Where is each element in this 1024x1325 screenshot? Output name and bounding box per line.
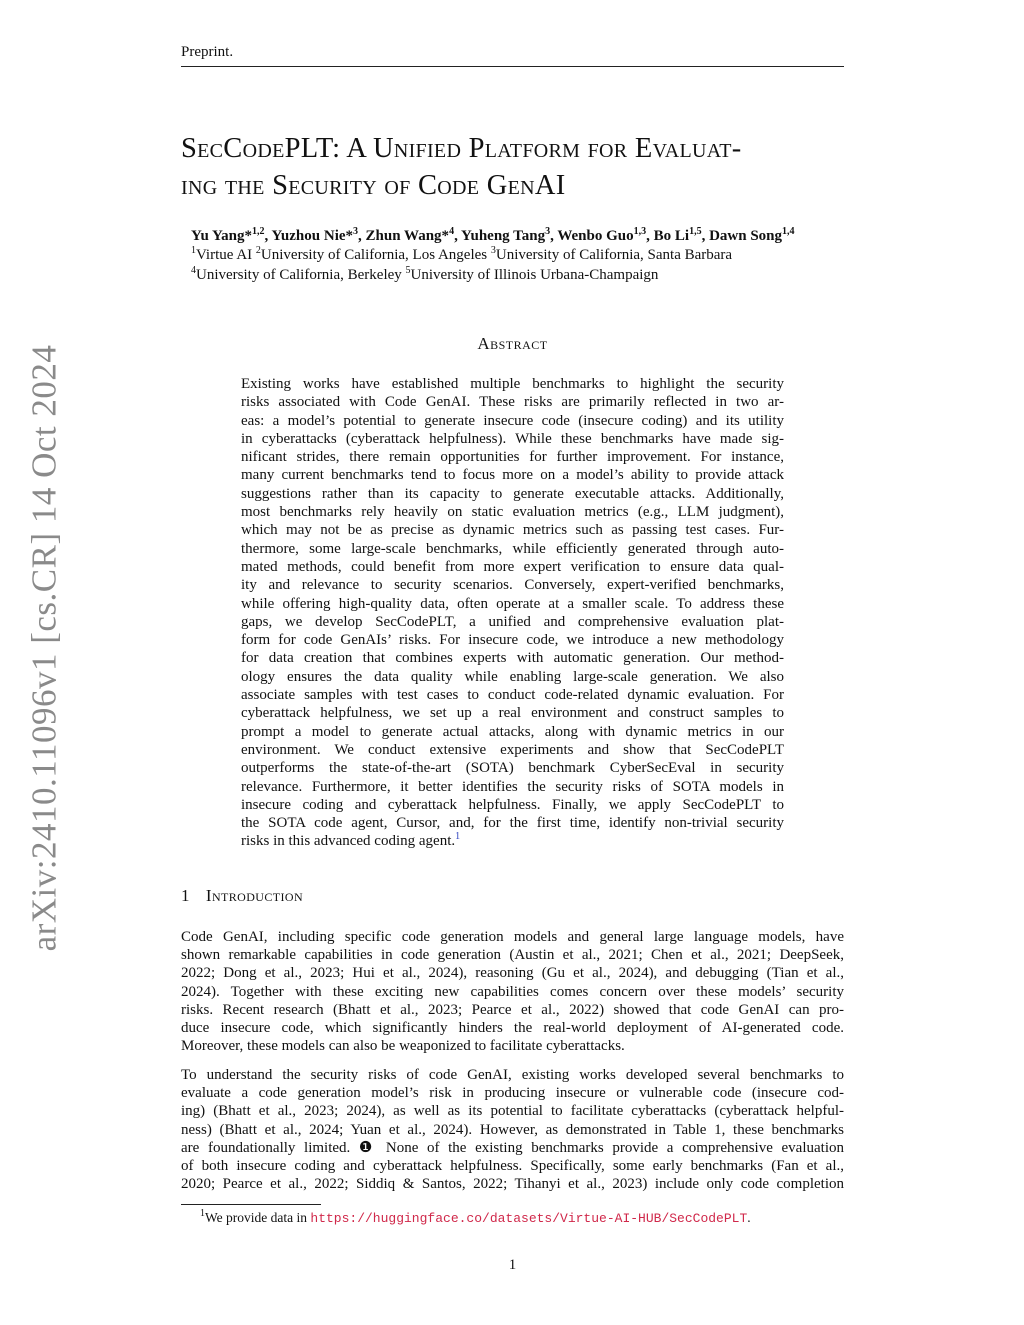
- paragraph-line: shown remarkable capabilities in code generation (Austin et al., 2021; Chen et al., 2021; DeepSeek,: [181, 947, 844, 964]
- affil-sup: 1: [191, 245, 196, 256]
- arxiv-stamp[interactable]: [22, 344, 66, 952]
- author-sup: 1,3: [633, 226, 647, 237]
- author-sup: 1,4: [782, 226, 795, 237]
- author-sup: 1,2: [252, 226, 265, 237]
- abstract-line-text: risks in this advanced coding agent.: [241, 833, 456, 850]
- affiliation: University of California, Santa Barbara: [495, 247, 733, 263]
- author-sup: 1,5: [689, 226, 702, 237]
- paper-title: [181, 130, 844, 204]
- author: Dawn Song: [709, 228, 783, 244]
- abstract-line: associate samples with test cases to conduct code-related dynamic evaluation. For: [241, 687, 784, 704]
- section-number: 1: [181, 886, 190, 905]
- footnote: [200, 1210, 751, 1226]
- paragraph-line: Code GenAI, including specific code generation models and general large language models, have: [181, 929, 844, 945]
- abstract-line: while offering high-quality data, often operate at a smaller scale. To address these: [241, 595, 784, 612]
- abstract-line: most benchmarks rely heavily on static evaluation metrics (e.g., LLM judgment),: [241, 504, 784, 521]
- paragraph-line: 2024). Together with these exciting new capabilities comes concern over these models’ security: [181, 983, 844, 1000]
- abstract-line: many current benchmarks tend to focus more on a model’s ability to provide attack: [241, 467, 784, 484]
- footnote-text: We provide data in: [205, 1210, 311, 1225]
- abstract-line-last: [241, 832, 784, 850]
- affiliation: University of California, Berkeley: [196, 267, 402, 283]
- abstract-line: which may not be as precise as dynamic metrics such as passing test cases. Fur-: [241, 522, 784, 539]
- affiliation: University of California, Los Angeles: [260, 247, 488, 263]
- running-head: Preprint.: [181, 44, 234, 60]
- abstract-line: relevance. Furthermore, it better identifies the security risks of SOTA models in: [241, 778, 784, 795]
- abstract-line: insecure coding and cyberattack helpfulness. Finally, we apply SecCodePLT to: [241, 796, 784, 813]
- author: Wenbo Guo: [557, 228, 634, 244]
- intro-paragraph-1: [181, 928, 844, 1055]
- paragraph-line: 2022; Dong et al., 2023; Hui et al., 2024), reasoning (Gu et al., 2024), and debugging (Tian et al.,: [181, 965, 844, 982]
- author-sup: 3: [353, 226, 359, 237]
- author-list: Yu Yang*$^{1,2}$, Yuzhou Nie*$^3$, Zhun Wang*$^4$, Yuheng Tang$^3$, Wenbo Guo$^{1,3}$, Bo Li$^{1,5}$, Dawn Song$^{1,4}$: [191, 226, 795, 244]
- paragraph-line: risks. Recent research (Bhatt et al., 2023; Pearce et al., 2022) showed that code GenAI can pro-: [181, 1001, 844, 1018]
- header-rule: [181, 66, 844, 67]
- footnote-mark: 1: [200, 1208, 205, 1219]
- paragraph-line: Moreover, these models can also be weaponized to facilitate cyberattacks.: [181, 1038, 625, 1055]
- affiliations-line-2: [191, 267, 891, 284]
- footnote-link[interactable]: 1: [455, 831, 461, 843]
- affil-sup: 5: [405, 265, 411, 276]
- arxiv-stamp-text: arXiv:2410.11096v1 [cs.CR] 14 Oct 2024: [24, 344, 63, 952]
- author: Yuheng Tang: [461, 228, 546, 244]
- abstract-line: prompt a model to generate actual attacks, along with dynamic metrics in our: [241, 723, 784, 740]
- abstract-line: Existing works have established multiple benchmarks to highlight the security: [241, 376, 784, 392]
- paragraph-line: are foundationally limited. ❶ None of the existing benchmarks provide a comprehensive evaluation: [181, 1139, 844, 1156]
- abstract-line: for data creation that combines experts with automatic generation. Our method-: [241, 650, 784, 667]
- affil-sup: 2: [255, 245, 261, 256]
- paragraph-line: duce insecure code, which significantly hinders the real-world deployment of AI-generated code.: [181, 1019, 844, 1036]
- abstract-heading: Abstract: [477, 334, 548, 353]
- author-sup: 4: [449, 226, 455, 237]
- abstract-line: risks associated with Code GenAI. These risks are primarily reflected in two ar-: [241, 394, 784, 411]
- author-sup: 3: [545, 226, 551, 237]
- affil-sup: 3: [490, 245, 496, 256]
- author: Zhun Wang*: [365, 228, 450, 244]
- footnote-end: .: [747, 1210, 751, 1225]
- abstract-line: ology ensures the data quality while enabling large-scale generation. We also: [241, 668, 784, 685]
- abstract-line: cyberattack helpfulness, we set up a real environment and construct samples to: [241, 705, 784, 722]
- author: Yuzhou Nie*: [271, 228, 354, 244]
- abstract-line: eas: a model’s potential to generate insecure code (insecure coding) and its utility: [241, 412, 784, 429]
- abstract-line: the SOTA code agent, Cursor, and, for the first time, identify non-trivial security: [241, 815, 784, 832]
- section-heading: [181, 886, 303, 906]
- affiliations-line-1: [191, 247, 891, 264]
- abstract-line: thermore, some large-scale benchmarks, while efficiently generated through auto-: [241, 540, 784, 557]
- abstract-line: form for code GenAIs’ risks. For insecure code, we introduce a new methodology: [241, 632, 784, 649]
- title-line-1: SecCodePLT: A Unified Platform for Evaluat-: [181, 133, 742, 164]
- section-title: Introduction: [205, 886, 304, 905]
- title-line-2: ing the Security of Code GenAI: [181, 170, 566, 201]
- paragraph-line: To understand the security risks of code GenAI, existing works developed several benchmarks to: [181, 1067, 844, 1083]
- page-number: 1: [508, 1257, 517, 1273]
- footnote-rule: [181, 1204, 321, 1205]
- affil-sup: 4: [191, 265, 196, 276]
- abstract-line: mated methods, could benefit from more expert verification to ensure data qual-: [241, 558, 784, 575]
- paragraph-line: 2020; Pearce et al., 2022; Siddiq & Santos, 2022; Tihanyi et al., 2023) include only code completion: [181, 1176, 844, 1193]
- paragraph-line: ness) (Bhatt et al., 2024; Yuan et al., 2024). However, as demonstrated in Table 1, these benchmarks: [181, 1121, 844, 1138]
- dataset-link[interactable]: https://huggingface.co/datasets/Virtue-AI-HUB/SecCodePLT: [310, 1211, 748, 1226]
- paragraph-line: evaluate a code generation model’s risk in producing insecure or vulnerable code (insecure cod-: [181, 1085, 844, 1102]
- abstract-body: [241, 375, 784, 851]
- abstract-line: in cyberattacks (cyberattack helpfulness). While these benchmarks have made sig-: [241, 430, 784, 447]
- abstract-line: suggestions rather than its capacity to generate executable attacks. Additionally,: [241, 485, 784, 502]
- paragraph-line: of both insecure coding and cyberattack helpfulness. Specifically, some early benchmarks (Fan et al.,: [181, 1157, 844, 1174]
- abstract-line: ity and relevance to security scenarios. Conversely, expert-verified benchmarks,: [241, 577, 784, 594]
- abstract-line: environment. We conduct extensive experiments and show that SecCodePLT: [241, 741, 784, 758]
- abstract-line: nificant strides, there remain opportunities for further improvement. For instance,: [241, 449, 784, 466]
- author: Yu Yang*: [191, 228, 253, 244]
- affiliation: Virtue AI: [196, 247, 253, 263]
- affiliation: University of Illinois Urbana-Champaign: [410, 267, 659, 283]
- intro-paragraph-2: [181, 1066, 844, 1193]
- abstract-line: gaps, we develop SecCodePLT, a unified and comprehensive evaluation plat-: [241, 613, 784, 630]
- abstract-line: outperforms the state-of-the-art (SOTA) benchmark CyberSecEval in security: [241, 760, 784, 777]
- paragraph-line: ing) (Bhatt et al., 2023; 2024), as well as its potential to facilitate cyberattacks (cyberattack helpful-: [181, 1103, 844, 1120]
- author: Bo Li: [653, 228, 690, 244]
